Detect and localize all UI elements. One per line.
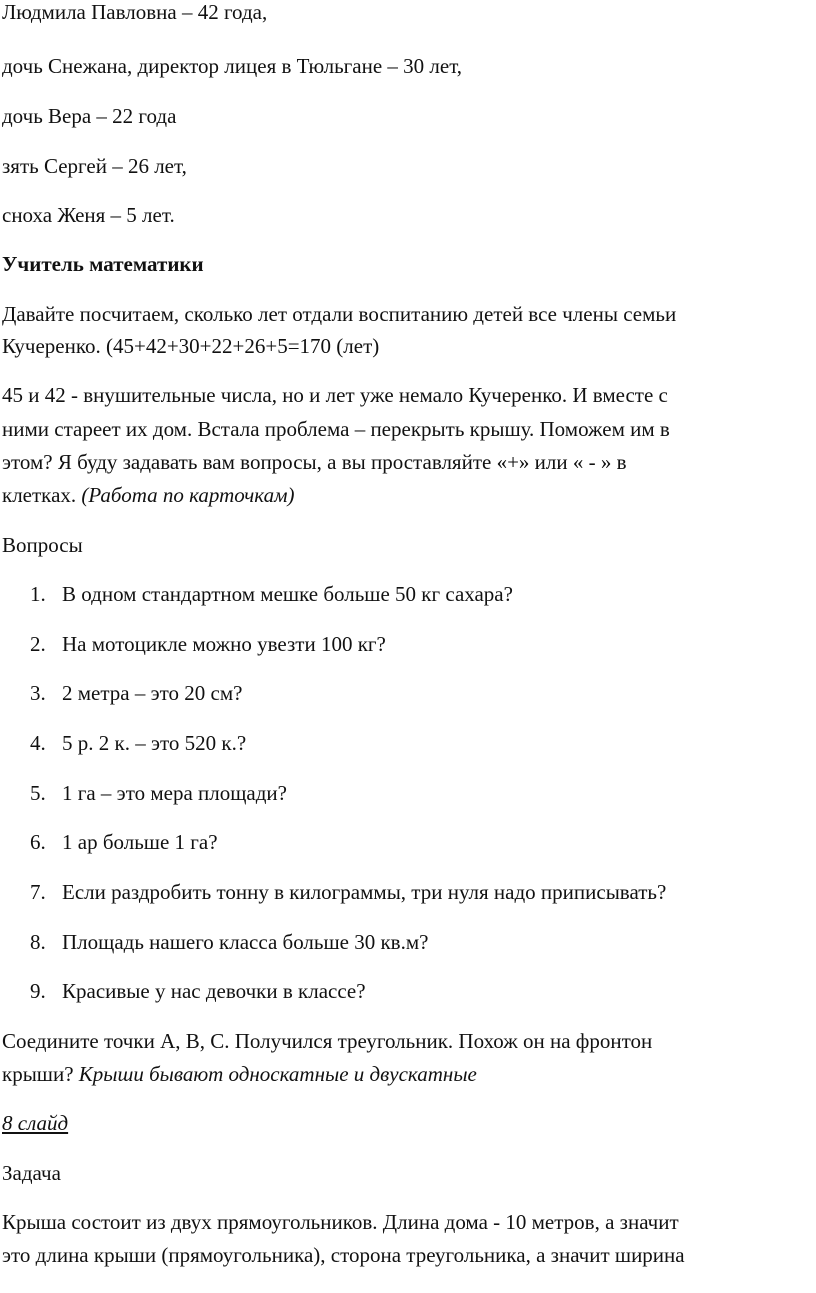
list-item-text: 1 га – это мера площади? bbox=[62, 781, 287, 805]
count-paragraph-line-2: Кучеренко. (45+42+30+22+26+5=170 (лет) bbox=[2, 334, 380, 358]
family-line-3: дочь Вера – 22 года bbox=[2, 104, 177, 128]
roof-paragraph-line-3: этом? Я буду задавать вам вопросы, а вы проставляйте «+» или « - » в bbox=[2, 450, 627, 474]
triangle-paragraph-line-2-plain: крыши? bbox=[2, 1062, 74, 1086]
list-item-number: 2. bbox=[30, 632, 46, 656]
task-paragraph-line-2: это длина крыши (прямоугольника), сторона треугольника, а значит ширина bbox=[2, 1243, 685, 1267]
roof-paragraph-line-1: 45 и 42 - внушительные числа, но и лет уже немало Кучеренко. И вместе с bbox=[2, 383, 668, 407]
roof-paragraph-line-2: ними стареет их дом. Встала проблема – перекрыть крышу. Поможем им в bbox=[2, 417, 670, 441]
family-line-4: зять Сергей – 26 лет, bbox=[2, 154, 187, 178]
list-item-number: 4. bbox=[30, 731, 46, 755]
slide-label-text: 8 слайд bbox=[2, 1111, 69, 1135]
list-item-number: 9. bbox=[30, 979, 46, 1003]
task-heading: Задача bbox=[2, 1161, 61, 1185]
questions-heading: Вопросы bbox=[2, 533, 83, 557]
slide-label bbox=[2, 1107, 802, 1139]
list-item-number: 7. bbox=[30, 880, 46, 904]
math-teacher-heading: Учитель математики bbox=[2, 252, 204, 276]
triangle-paragraph-line-1: Соедините точки А, В, С. Получился треугольник. Похож он на фронтон bbox=[2, 1029, 653, 1053]
list-item-text: Если раздробить тонну в килограммы, три нуля надо приписывать? bbox=[62, 880, 667, 904]
roof-paragraph-line-4-plain: клетках. bbox=[2, 483, 77, 507]
list-item-text: 2 метра – это 20 см? bbox=[62, 681, 243, 705]
list-item-number: 5. bbox=[30, 781, 46, 805]
list-item-text: В одном стандартном мешке больше 50 кг сахара? bbox=[62, 582, 513, 606]
list-item-text: Красивые у нас девочки в классе? bbox=[62, 979, 366, 1003]
family-line-5: сноха Женя – 5 лет. bbox=[2, 203, 175, 227]
roof-paragraph-line-4-italic: (Работа по карточкам) bbox=[81, 483, 295, 507]
task-paragraph-line-1: Крыша состоит из двух прямоугольников. Длина дома - 10 метров, а значит bbox=[2, 1210, 679, 1234]
roof-paragraph-line-4 bbox=[2, 479, 802, 511]
list-item-text: Площадь нашего класса больше 30 кв.м? bbox=[62, 930, 429, 954]
list-item-number: 6. bbox=[30, 830, 46, 854]
list-item-number: 1. bbox=[30, 582, 46, 606]
family-line-2: дочь Снежана, директор лицея в Тюльгане – 30 лет, bbox=[2, 54, 463, 78]
triangle-paragraph-line-2 bbox=[2, 1058, 802, 1090]
list-item-text: 1 ар больше 1 га? bbox=[62, 830, 218, 854]
list-item-number: 3. bbox=[30, 681, 46, 705]
list-item-text: 5 р. 2 к. – это 520 к.? bbox=[62, 731, 247, 755]
count-paragraph-line-1: Давайте посчитаем, сколько лет отдали воспитанию детей все члены семьи bbox=[2, 302, 677, 326]
list-item-text: На мотоцикле можно увезти 100 кг? bbox=[62, 632, 386, 656]
list-item-number: 8. bbox=[30, 930, 46, 954]
family-line-1: Людмила Павловна – 42 года, bbox=[2, 0, 268, 24]
triangle-paragraph-line-2-italic: Крыши бывают односкатные и двускатные bbox=[78, 1062, 477, 1086]
